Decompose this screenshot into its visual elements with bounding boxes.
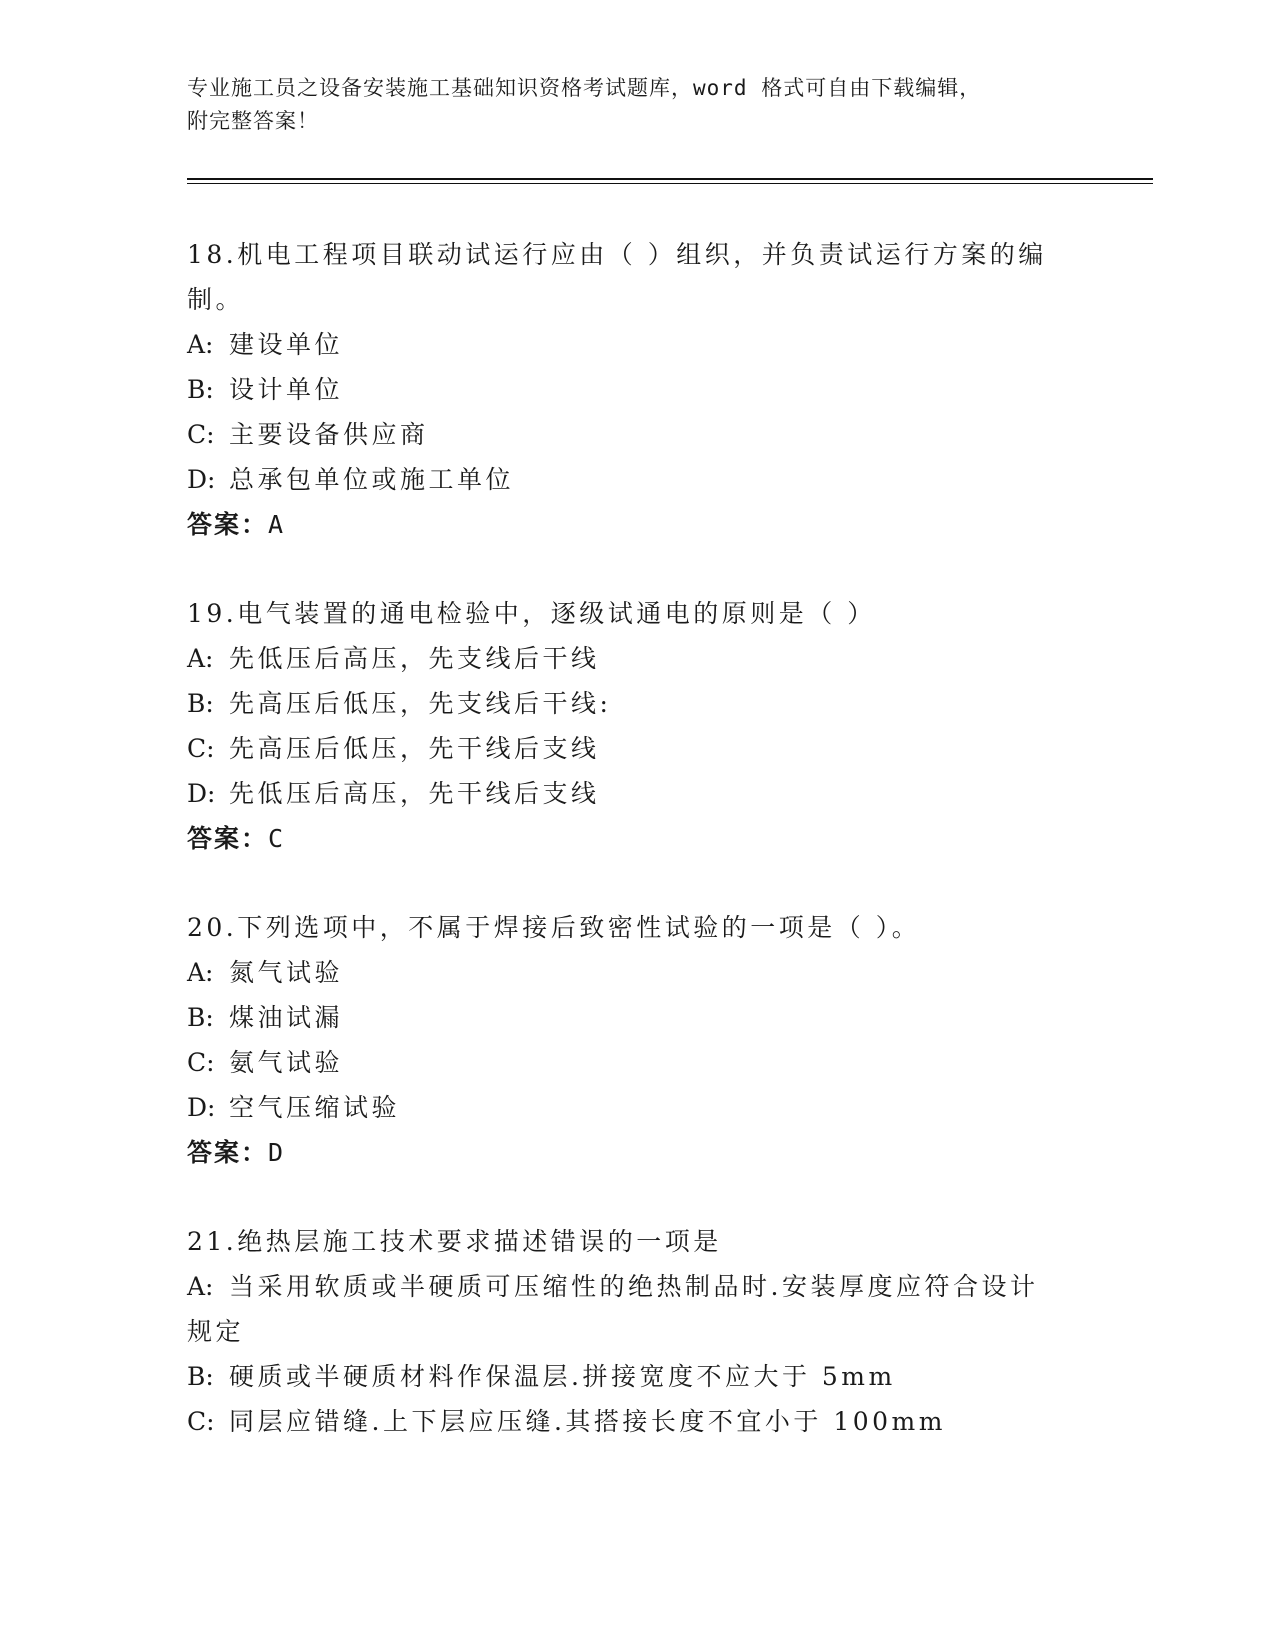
option-b bbox=[187, 995, 1067, 1040]
option-letter: B: bbox=[187, 1003, 214, 1032]
question-18 bbox=[187, 232, 1067, 547]
question-stem: 18.机电工程项目联动试运行应由（ ）组织，并负责试运行方案的编 bbox=[187, 240, 1047, 269]
option-letter: B: bbox=[187, 1362, 214, 1391]
option-text: 先高压后低压，先干线后支线 bbox=[229, 734, 600, 763]
option-letter: A: bbox=[187, 958, 214, 987]
option-text: 煤油试漏 bbox=[229, 1003, 344, 1032]
option-a bbox=[187, 950, 1067, 995]
option-d bbox=[187, 457, 1067, 502]
document-header bbox=[187, 72, 1067, 138]
option-letter: C: bbox=[187, 420, 215, 449]
header-line-2: 附完整答案！ bbox=[187, 109, 319, 133]
question-stem: 19.电气装置的通电检验中，逐级试通电的原则是（ ） bbox=[187, 599, 876, 628]
option-text: 先低压后高压，先干线后支线 bbox=[229, 779, 600, 808]
option-text: 先高压后低压，先支线后干线: bbox=[229, 689, 612, 718]
option-text: 主要设备供应商 bbox=[229, 420, 429, 449]
option-a-continued: 规定 bbox=[187, 1317, 245, 1346]
answer-label: 答案： bbox=[187, 1138, 269, 1167]
option-text: 当采用软质或半硬质可压缩性的绝热制品时.安装厚度应符合设计 bbox=[229, 1272, 1039, 1301]
question-21 bbox=[187, 1219, 1067, 1444]
question-20 bbox=[187, 905, 1067, 1175]
answer-value: D bbox=[268, 1138, 286, 1167]
option-c bbox=[187, 1040, 1067, 1085]
option-d bbox=[187, 771, 1067, 816]
question-stem: 20.下列选项中，不属于焊接后致密性试验的一项是（ ）。 bbox=[187, 913, 921, 942]
option-d bbox=[187, 1085, 1067, 1130]
answer-label: 答案： bbox=[187, 510, 269, 539]
option-c bbox=[187, 412, 1067, 457]
option-text: 先低压后高压，先支线后干线 bbox=[229, 644, 600, 673]
option-text: 建设单位 bbox=[229, 330, 344, 359]
option-text: 同层应错缝.上下层应压缝.其搭接长度不宜小于 100mm bbox=[229, 1407, 946, 1436]
question-list bbox=[187, 232, 1067, 1488]
header-line-1: 专业施工员之设备安装施工基础知识资格考试题库，word 格式可自由下载编辑， bbox=[187, 76, 982, 100]
option-letter: D: bbox=[187, 1093, 216, 1122]
option-text: 总承包单位或施工单位 bbox=[229, 465, 515, 494]
question-stem-continued: 制。 bbox=[187, 285, 245, 314]
option-text: 空气压缩试验 bbox=[229, 1093, 401, 1122]
option-letter: D: bbox=[187, 779, 216, 808]
option-letter: D: bbox=[187, 465, 216, 494]
answer-label: 答案： bbox=[187, 824, 269, 853]
option-letter: C: bbox=[187, 1407, 215, 1436]
option-b bbox=[187, 1354, 1067, 1399]
option-text: 设计单位 bbox=[229, 375, 344, 404]
answer-line bbox=[187, 502, 1067, 547]
option-letter: C: bbox=[187, 1048, 215, 1077]
option-a bbox=[187, 636, 1067, 681]
option-letter: C: bbox=[187, 734, 215, 763]
answer-value: C bbox=[268, 824, 286, 853]
option-letter: B: bbox=[187, 689, 214, 718]
option-letter: B: bbox=[187, 375, 214, 404]
option-text: 氮气试验 bbox=[229, 958, 344, 987]
option-letter: A: bbox=[187, 1272, 214, 1301]
question-stem: 21.绝热层施工技术要求描述错误的一项是 bbox=[187, 1227, 722, 1256]
option-text: 氨气试验 bbox=[229, 1048, 344, 1077]
option-a bbox=[187, 322, 1067, 367]
option-b bbox=[187, 367, 1067, 412]
option-b bbox=[187, 681, 1067, 726]
header-divider-thick bbox=[187, 178, 1153, 180]
answer-line bbox=[187, 816, 1067, 861]
header-divider-thin bbox=[187, 183, 1153, 184]
option-c bbox=[187, 1399, 1067, 1444]
answer-line bbox=[187, 1130, 1067, 1175]
question-19 bbox=[187, 591, 1067, 861]
option-c bbox=[187, 726, 1067, 771]
option-text: 硬质或半硬质材料作保温层.拼接宽度不应大于 5mm bbox=[229, 1362, 896, 1391]
answer-value: A bbox=[268, 510, 286, 539]
option-letter: A: bbox=[187, 644, 214, 673]
option-letter: A: bbox=[187, 330, 214, 359]
option-a bbox=[187, 1264, 1067, 1309]
